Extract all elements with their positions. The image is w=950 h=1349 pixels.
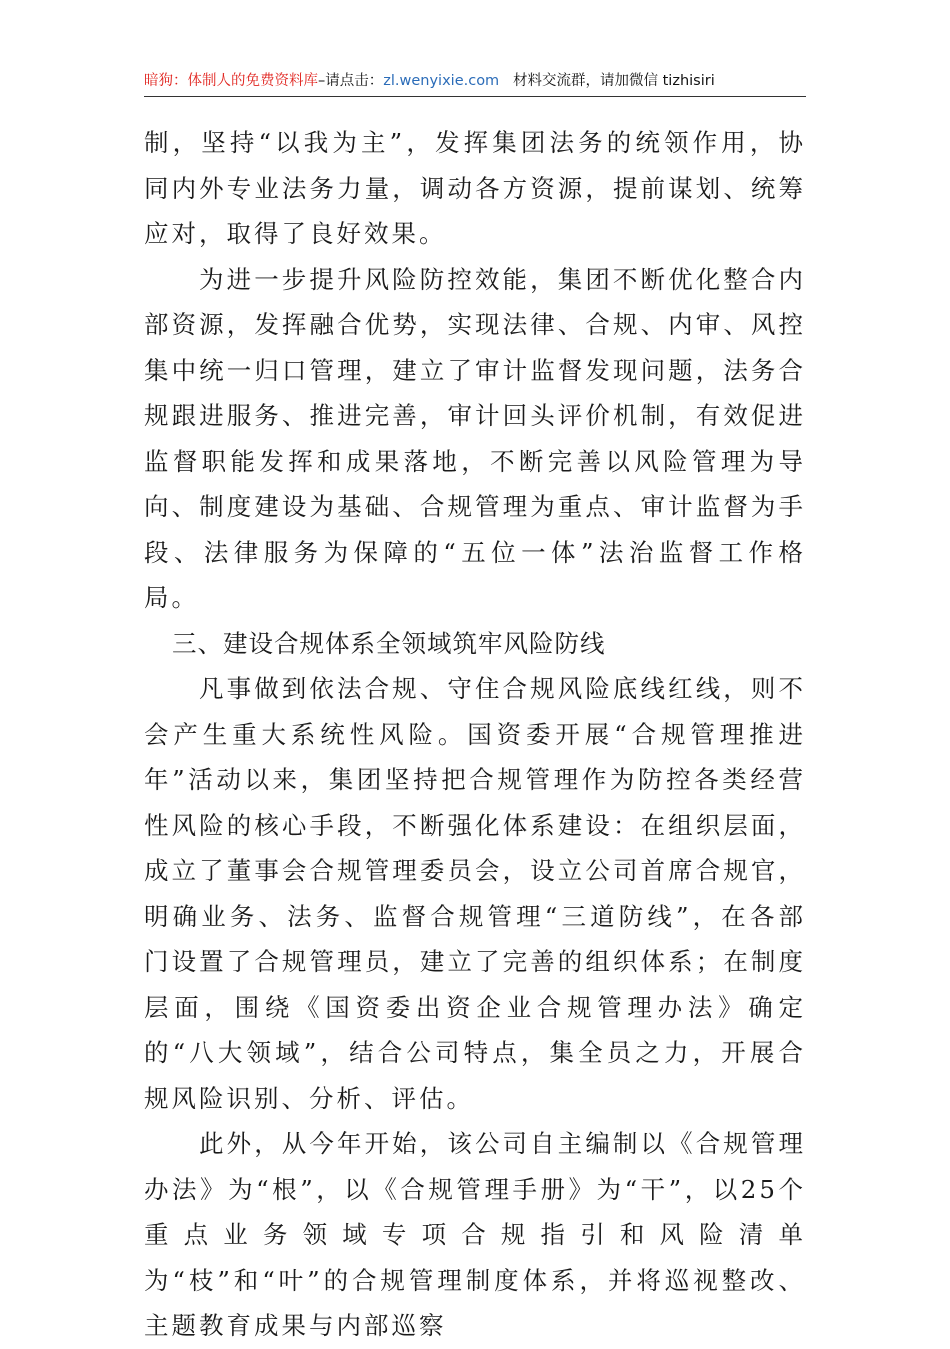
document-body: [144, 120, 806, 1349]
paragraph-2: 为进一步提升风险防控效能，集团不断优化整合内部资源，发挥融合优势，实现法律、合规、内审、风控集中统一归口管理，建立了审计监督发现问题，法务合规跟进服务、推进完善，审计回头评价机制，有效促进监督职能发挥和成果落地，不断完善以风险管理为导向、制度建设为基础、合规管理为重点、审计监督为手段、法律服务为保障的“五位一体”法治监督工作格局。: [144, 264, 806, 612]
paragraph-4: 此外，从今年开始，该公司自主编制以《合规管理办法》为“根”，以《合规管理手册》为“干”，以25个重点业务领域专项合规指引和风险清单为“枝”和“叶”的合规管理制度体系，并将巡视整改、主题教育成果与内部巡察: [144, 1129, 806, 1340]
section-heading-3: 三、建设合规体系全领域筑牢风险防线: [172, 628, 606, 658]
page-header: [144, 68, 806, 97]
header-click-prefix: –请点击：: [318, 73, 384, 89]
header-group-note: 材料交流群，请加微信 tizhisiri: [513, 73, 715, 89]
header-url-link[interactable]: zl.wenyixie.com: [383, 73, 500, 89]
paragraph-1: 制，坚持“以我为主”，发挥集团法务的统领作用，协同内外专业法务力量，调动各方资源，提前谋划、统筹应对，取得了良好效果。: [144, 128, 806, 248]
header-brand: 暗狗：体制人的免费资料库: [144, 73, 318, 89]
paragraph-3: 凡事做到依法合规、守住合规风险底线红线，则不会产生重大系统性风险。国资委开展“合规管理推进年”活动以来，集团坚持把合规管理作为防控各类经营性风险的核心手段，不断强化体系建设：在组织层面，成立了董事会合规管理委员会，设立公司首席合规官，明确业务、法务、监督合规管理“三道防线”，在各部门设置了合规管理员，建立了完善的组织体系；在制度层面，围绕《国资委出资企业合规管理办法》确定的“八大领域”，结合公司特点，集全员之力，开展合规风险识别、分析、评估。: [144, 674, 806, 1113]
